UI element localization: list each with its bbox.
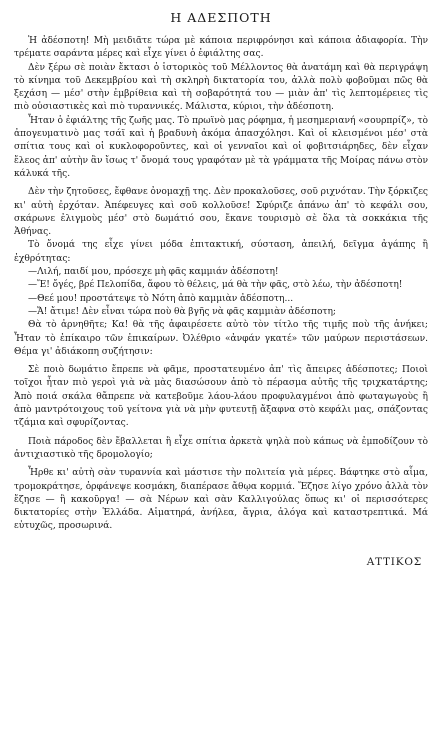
paragraph: Σὲ ποιὸ δωμάτιο ἔπρεπε νὰ φᾶμε, προστατευμένο ἀπ' τὶς ἄπειρες ἀδέσποτες; Ποιοὶ τοῖχοι ἦταν πιὸ γεροὶ γιὰ νὰ μὰς διασώσουν ἀπὸ τὸ πέρασμα αὐτῆς τῆς τριχκατάρτης; Ἀπὸ ποιά σκάλα θἄπρεπε νὰ κατεβοῦμε λάου-λάου προφυλαγμένοι ἀπὸ φωταγωγοὺς ἢ ἀπὸ μαντρότοιχους τοῦ γείτονα γιὰ νὰ μὴν φυτευτῇ ἄξαφνα στὸ κεφάλι μας, σπάζοντας τζάμια καὶ σφυρίζοντας.: [14, 365, 428, 429]
paragraph: Δὲν ξέρω σὲ ποιὰν ἔκτασι ὁ ἱστορικὸς τοῦ Μέλλοντος θὰ ἀνατάμη καὶ θὰ περιγράψη τὸ κίνημα τοῦ Δεκεμβρίου καὶ τὴ σκληρὴ δικτατορία του, ἀλλὰ πολὺ φοβοῦμαι πῶς θὰ ξεχάση — μέσ' στὴν ἐμβρίθεια καὶ τὴ σοβαρότητά του — μιὰν ἀπ' τὶς λεπτομέρειες τὶς πιὸ οὐσιαστικὲς καὶ πιὸ τυραννικές. Μάλιστα, κύριοι, τὴν ἀδέσποτη.: [14, 62, 428, 113]
paragraph: Ἦρθε κι' αὐτὴ σὰν τυραννία καὶ μάστισε τὴν πολιτεία γιὰ μέρες. Βάφτηκε στὸ αἷμα, τρομοκράτησε, ὀρφάνεψε κοσμάκη, διαπέρασε ἄθῳα κορμιά. Ἔζησε λίγο χρόνο ἀλλὰ τὸν ἔζησε — ἢ κακοῦργα! — σὰ Νέρων καὶ σὰν Καλλιγούλας ὅπως κι' οἱ περισσότερες δικτατορίες στὴν Ἑλλάδα. Αἱματηρά, ἀνήλεα, ἄγρια, ἀλόγα καὶ καταστρεπτικά. Μά εὐτυχῶς, προσωρινά.: [14, 468, 428, 532]
dialogue-line: —Ἔ! ὄγές, βρέ Πελοπίδα, ἄφου τὸ θέλεις, μά θὰ τὴν φᾶς, στὸ λέω, τὴν ἀδέσποτη!: [28, 280, 403, 291]
paragraph: Ἡ ἀδέσποτη! Μὴ μειδιᾶτε τώρα μὲ κάποια περιφρόνησι καὶ κάποια ἀδιαφορία. Τὴν τρέματε σαράντα μέρες καὶ εἶχε γίνει ὁ ἐφιάλτης σας.: [14, 36, 428, 60]
paragraph: Ἦταν ὁ ἐφιάλτης τῆς ζωῆς μας. Τὸ πρωϊνὸ μας ρόφημα, ἡ μεσημεριανή «σουρπρίζ», τὸ ἀπογευματινὸ μας τσάϊ καὶ ἡ βραδυνὴ ἀκόμα ἀπασχόλησι. Καὶ οἱ κλεισμένοι μέσ' στὰ σπίτια τους καὶ οἱ κυκλοφοροῦντες, καὶ οἱ γενναῖοι καὶ οἱ φοβιτσιάρηδες, δὲν εἶχαν ἔλεος ἀπ' αὐτὴν ἂν ἴσως τ' ὄνομά τους γραφόταν μὲ τὰ γράμματα τῆς Μοίρας πάνω στὸν κάλυκά τῆς.: [14, 115, 428, 179]
dialogue-line: —Θεέ μου! προστάτεψε τὸ Νότη ἀπὸ καμμιὰν ἀδέσποτη...: [28, 293, 294, 304]
paragraph: Δὲν τὴν ζητοῦσες, ἔφθανε ὀνομαχῇ της. Δὲν προκαλοῦσες, σοῦ ριχνόταν. Τὴν ξόρκιζες κι' αὐτὴ ἐρχόταν. Ἀπέφευγες καὶ σοῦ κολλοῦσε! Σφύριζε ἀπάνω ἀπ' τὸ κεφάλι σου, σκάρωνε ἐλιγμοὺς μέσ' στὸ δωμάτιό σου, ἔκανε τουρισμὸ σὲ ὅλα τὰ σοκκάκια τῆς Ἀθήνας.: [14, 187, 428, 238]
paragraph: Τὸ ὄνομά της εἶχε γίνει μόδα ἐπιτακτική, σύσταση, ἀπειλή, δεῖγμα ἀγάπης ἢ ἐχθρότητας:: [14, 240, 428, 264]
author-signature: ΑΤΤΙΚΟΣ: [366, 555, 422, 568]
paragraph: Θὰ τὸ ἀρνηθῆτε; Κα! θὰ τῆς ἀφαιρέσετε αὐτὸ τὸν τίτλο τῆς τιμῆς ποὺ τῆς ἀνήκει; Ἦταν τὸ ἐπίκαιρο τῶν ἐπικαίρων. Ὀλέθριο «ἀνφάν γκατέ» τῶν μαύρων περιστάσεων. Θέμα γι' ἀδιάκοπη συζήτησιν:: [14, 320, 428, 357]
article-body: [14, 35, 428, 534]
article-title: Η ΑΔΕΣΠΟΤΗ: [170, 10, 272, 25]
dialogue-line: —Ἄ! ἄτιμε! Δὲν εἶναι τώρα ποὺ θὰ βγῆς νὰ φᾶς καμμιὰν ἀδέσποτη;: [28, 306, 336, 317]
dialogue-line: —Λιλή, παιδί μου, πρόσεχε μὴ φᾶς καμμιάν ἀδέσποτη!: [28, 267, 279, 278]
article: [14, 10, 428, 568]
paragraph: Ποιὰ πάροδος δὲν ἔβαλλεται ἢ εἶχε σπίτια ἀρκετὰ ψηλὰ ποὺ κάπως νὰ ἐμποδίζουν τὸ ἀντιχιαστικὸ τῆς δρομολογίο;: [14, 436, 428, 460]
